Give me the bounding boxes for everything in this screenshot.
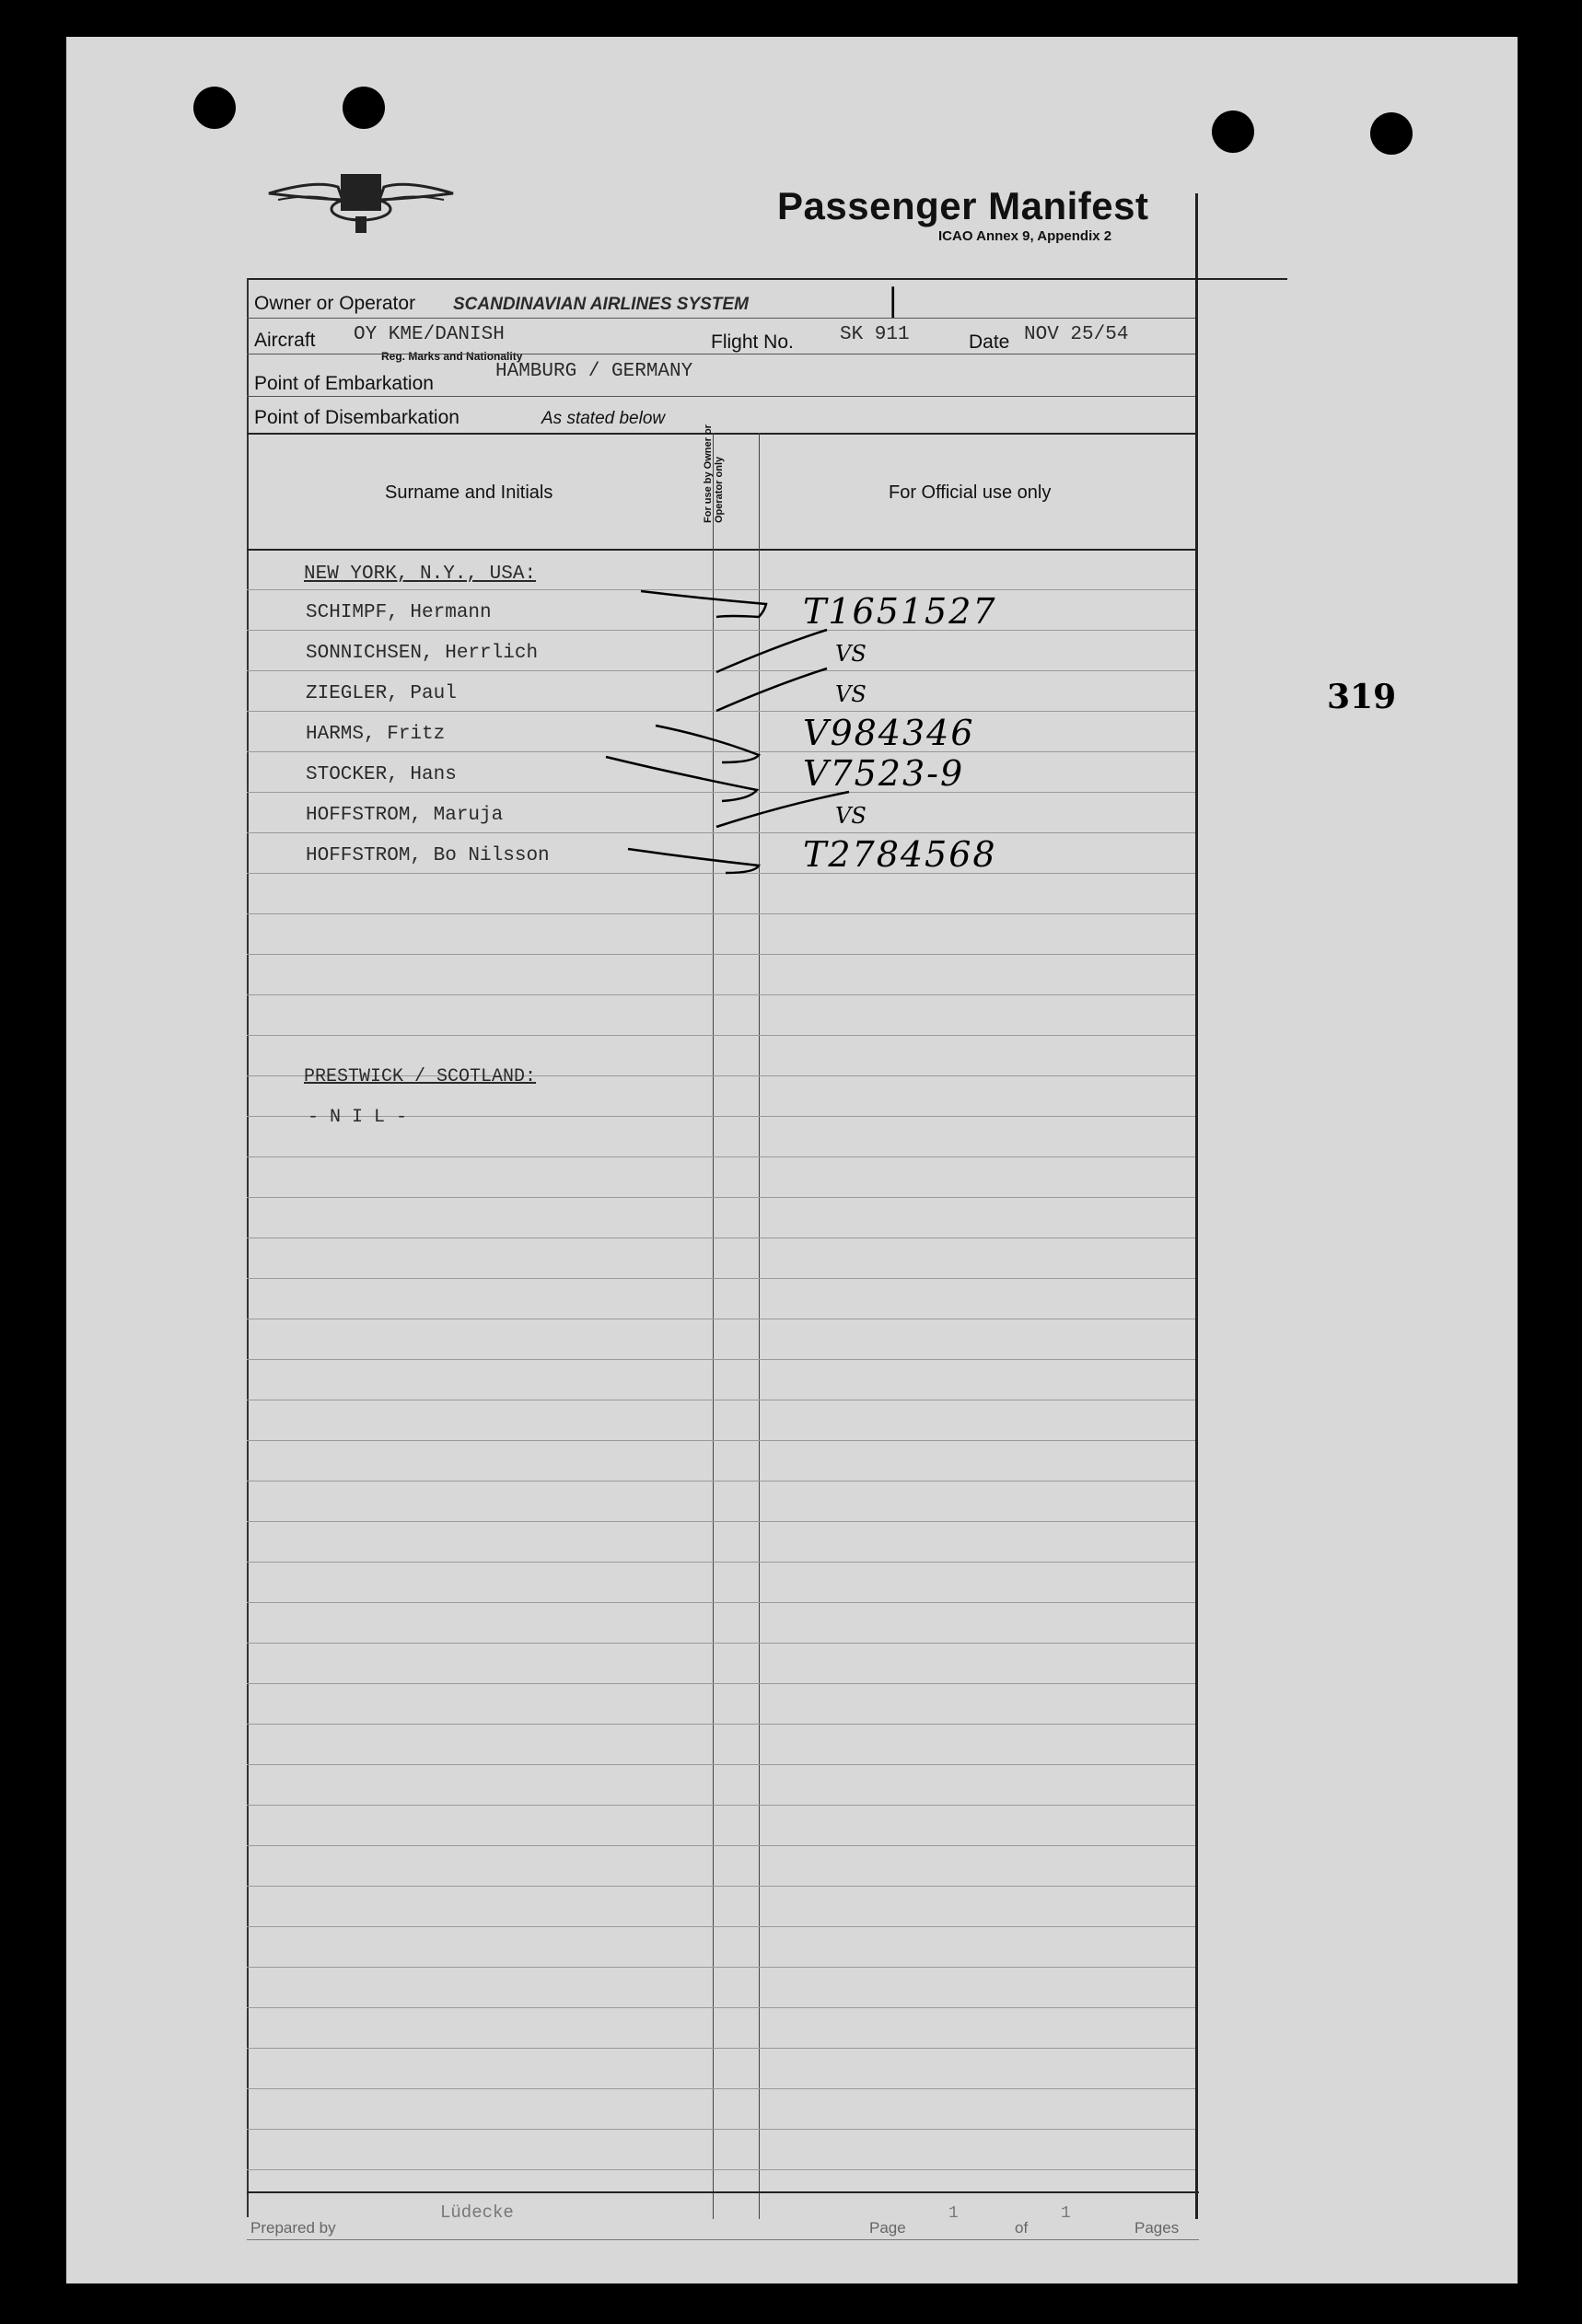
- flight-number-label: Flight No.: [711, 331, 794, 353]
- of-value: 1: [1061, 2204, 1071, 2223]
- footer-bottom-rule: [247, 2239, 1199, 2240]
- passenger-name: ZIEGLER, Paul: [306, 683, 457, 704]
- official-annotation: VS: [835, 641, 867, 667]
- ruled-line: [247, 2048, 1195, 2049]
- footer-top-rule: [247, 2191, 1199, 2193]
- aircraft-value: OY KME/DANISH: [354, 324, 505, 345]
- destination-heading: NEW YORK, N.Y., USA:: [304, 564, 537, 585]
- official-annotation: V7523-9: [803, 753, 965, 794]
- ruled-line: [247, 1359, 1195, 1360]
- owner-value: SCANDINAVIAN AIRLINES SYSTEM: [453, 295, 749, 314]
- ruled-line: [247, 1845, 1195, 1846]
- aircraft-label: Aircraft: [254, 330, 316, 351]
- ruled-line: [247, 1805, 1195, 1806]
- date-value: NOV 25/54: [1024, 324, 1129, 345]
- pages-label: Pages: [1134, 2219, 1180, 2237]
- passenger-name: SONNICHSEN, Herrlich: [306, 643, 539, 664]
- ruled-line: [247, 1926, 1195, 1927]
- destination-heading: PRESTWICK / SCOTLAND:: [304, 1066, 537, 1087]
- manifest-sheet: [66, 37, 1518, 2283]
- passenger-name: HOFFSTROM, Bo Nilsson: [306, 845, 550, 866]
- page-subtitle: ICAO Annex 9, Appendix 2: [938, 228, 1112, 244]
- passenger-name: HOFFSTROM, Maruja: [306, 805, 504, 826]
- page-number-stamp: 319: [1327, 678, 1397, 716]
- ruled-line: [247, 1440, 1195, 1441]
- ruled-line: [247, 1643, 1195, 1644]
- prepared-by-label: Prepared by: [250, 2219, 336, 2237]
- ruled-line: [247, 1562, 1195, 1563]
- passenger-name: STOCKER, Hans: [306, 764, 457, 785]
- ruled-line: [247, 2169, 1195, 2170]
- page-value: 1: [948, 2204, 959, 2223]
- official-column-header: For Official use only: [889, 482, 1052, 503]
- disembarkation-label: Point of Disembarkation: [254, 407, 459, 428]
- disembarkation-value: As stated below: [541, 409, 666, 428]
- ruled-line: [247, 1521, 1195, 1522]
- of-label: of: [1015, 2219, 1029, 2237]
- surname-column-header: Surname and Initials: [385, 482, 553, 503]
- official-annotation: VS: [835, 681, 867, 707]
- check-marks: [66, 37, 1518, 1050]
- flight-number-value: SK 911: [840, 324, 910, 345]
- ruled-line: [247, 1481, 1195, 1482]
- owner-use-column-header: For use by Owner or Operator only: [703, 424, 725, 523]
- passenger-name: HARMS, Fritz: [306, 724, 446, 745]
- passenger-name: SCHIMPF, Hermann: [306, 602, 492, 623]
- ruled-line: [247, 2129, 1195, 2130]
- ruled-line: [247, 1683, 1195, 1684]
- ruled-line: [247, 1156, 1195, 1157]
- official-annotation: T1651527: [803, 591, 997, 632]
- embarkation-label: Point of Embarkation: [254, 373, 434, 394]
- ruled-line: [247, 1602, 1195, 1603]
- ruled-line: [247, 2007, 1195, 2008]
- page-title: Passenger Manifest: [777, 184, 1149, 227]
- nil-note: - N I L -: [308, 1107, 408, 1128]
- ruled-line: [247, 2088, 1195, 2089]
- date-label: Date: [969, 331, 1010, 353]
- ruled-line: [247, 1278, 1195, 1279]
- page-label: Page: [869, 2219, 906, 2237]
- ruled-line: [247, 1764, 1195, 1765]
- ruled-line: [247, 1886, 1195, 1887]
- owner-tick-mark: |: [888, 282, 899, 319]
- official-annotation: T2784568: [803, 834, 997, 875]
- prepared-by-value: Lüdecke: [440, 2202, 514, 2223]
- embarkation-value: HAMBURG / GERMANY: [495, 361, 693, 382]
- aircraft-sublabel: Reg. Marks and Nationality: [381, 350, 523, 363]
- ruled-line: [247, 1197, 1195, 1198]
- ruled-line: [247, 1967, 1195, 1968]
- official-annotation: VS: [835, 803, 867, 829]
- official-annotation: V984346: [803, 713, 975, 753]
- owner-label: Owner or Operator: [254, 293, 416, 314]
- ruled-line: [247, 1724, 1195, 1725]
